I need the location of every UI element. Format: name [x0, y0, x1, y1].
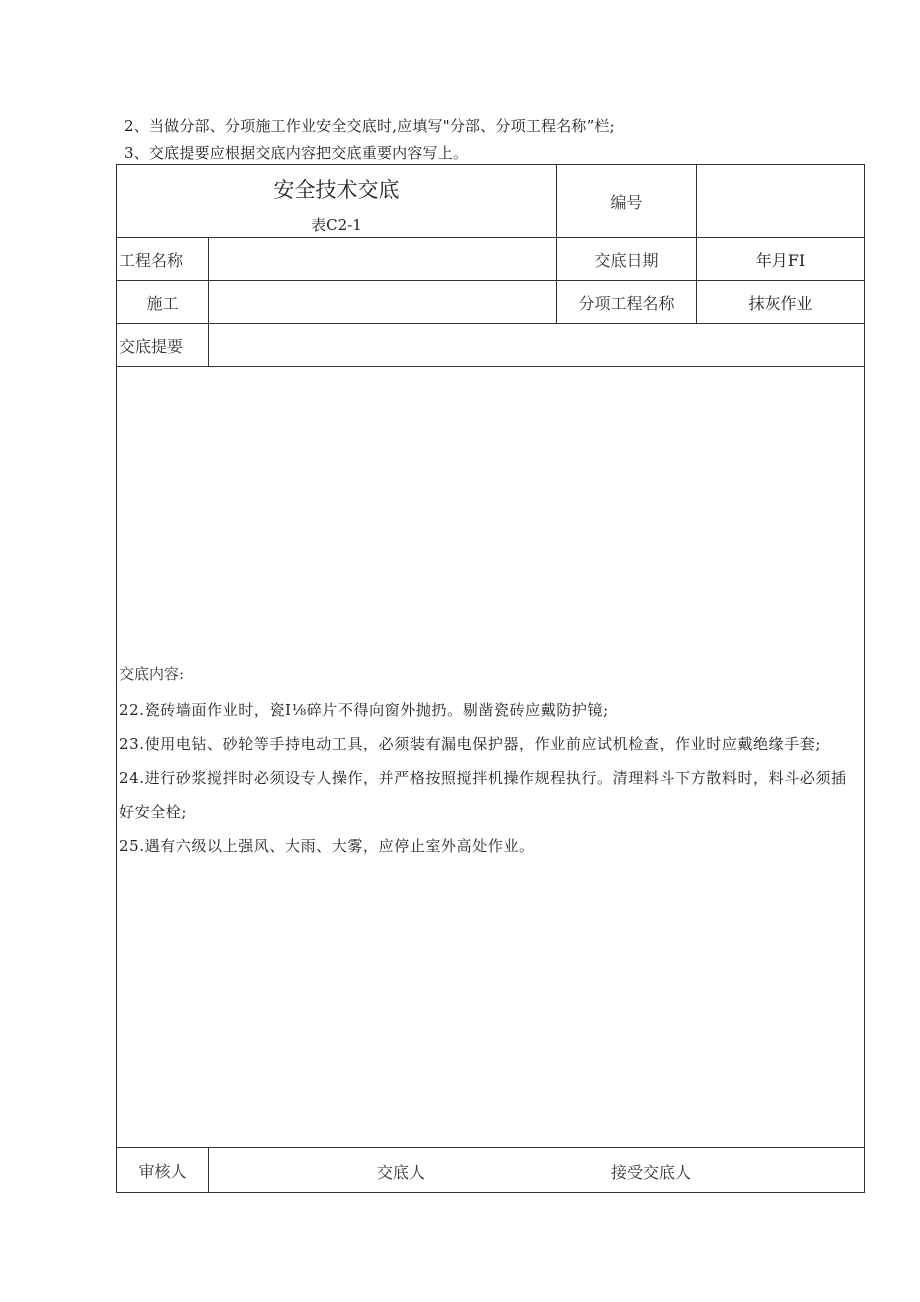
subproject-name-label: 分项工程名称	[557, 281, 697, 324]
briefing-content	[117, 651, 864, 863]
number-field[interactable]	[697, 165, 865, 238]
subproject-name-field[interactable]: 抹灰作业	[697, 281, 865, 324]
briefing-summary-field[interactable]	[209, 324, 865, 367]
safety-briefing-form	[116, 164, 865, 1193]
form-code: 表C2-1	[311, 215, 362, 234]
briefing-date-field[interactable]: 年月FI	[697, 238, 865, 281]
instruction-note-2: 2、当做分部、分项施工作业安全交底时,应填写"分部、分项工程名称”栏;	[124, 117, 615, 135]
briefing-summary-label: 交底提要	[117, 324, 209, 367]
content-item: 23.使用电钻、砂轮等手持电动工具，必须装有漏电保护器，作业前应试机检查，作业时应戴绝缘手套;	[119, 735, 822, 753]
receiver-label: 接受交底人	[611, 1163, 692, 1182]
form-title: 安全技术交底	[273, 177, 400, 202]
project-name-field[interactable]	[209, 238, 557, 281]
construction-label: 施工	[117, 281, 209, 324]
reviewer-label: 审核人	[117, 1148, 209, 1193]
content-item: 24.进行砂浆搅拌时必须设专人操作，并严格按照搅拌机操作规程执行。清理料斗下方散料时，料斗必须插好安全栓;	[119, 769, 847, 821]
content-row	[117, 367, 865, 1148]
summary-row	[117, 324, 865, 367]
form-title-cell	[117, 165, 557, 238]
signature-cell[interactable]	[209, 1148, 865, 1193]
briefing-date-label: 交底日期	[557, 238, 697, 281]
presenter-label: 交底人	[377, 1163, 426, 1182]
briefing-content-heading: 交底内容:	[119, 665, 185, 683]
signature-row	[117, 1148, 865, 1193]
construction-field[interactable]	[209, 281, 557, 324]
form-title-row	[117, 165, 865, 238]
content-item: 25.遇有六级以上强风、大雨、大雾，应停止室外高处作业。	[119, 837, 535, 855]
construction-row	[117, 281, 865, 324]
number-label: 编号	[557, 165, 697, 238]
content-item: 22.瓷砖墙面作业时，瓷I⅛碎片不得向窗外抛扔。剔凿瓷砖应戴防护镜;	[119, 701, 609, 719]
project-name-row	[117, 238, 865, 281]
instruction-note-3: 3、交底提要应根据交底内容把交底重要内容写上。	[124, 144, 469, 162]
briefing-content-cell[interactable]	[117, 367, 865, 1148]
project-name-label: 工程名称	[117, 238, 209, 281]
